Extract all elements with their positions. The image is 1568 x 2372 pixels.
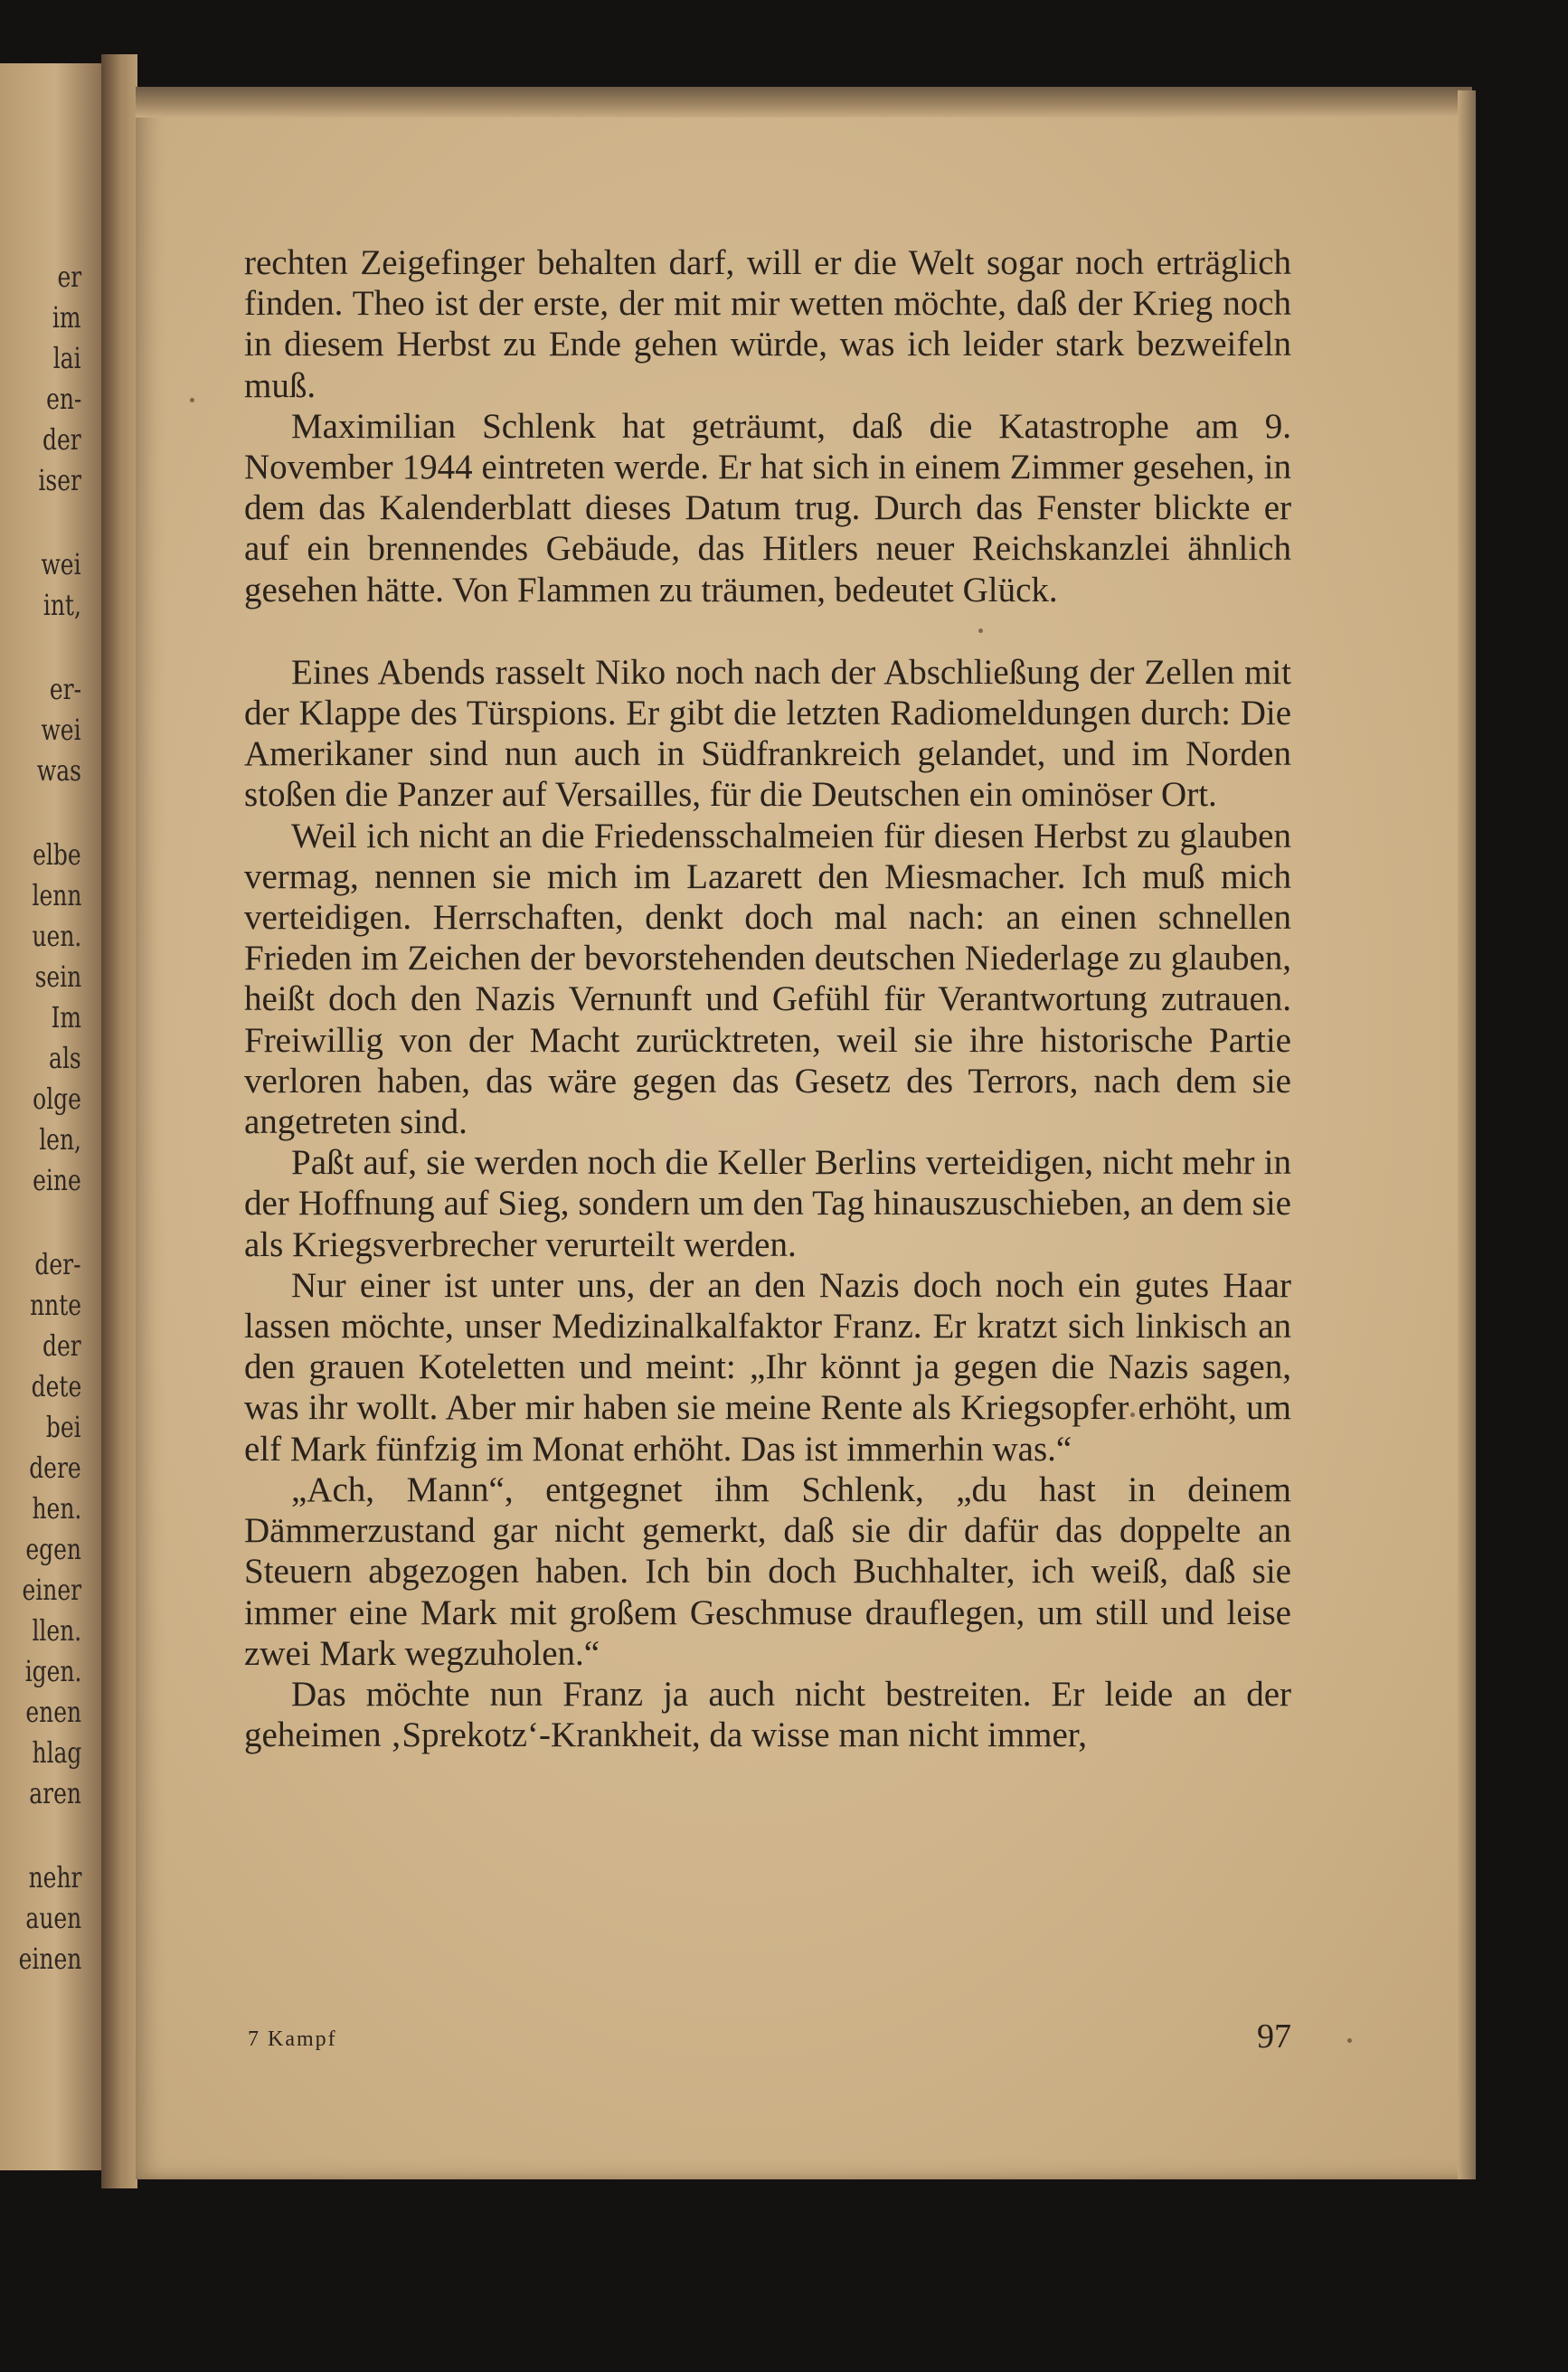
paragraph: Das möchte nun Franz ja auch nicht bestreiten. Er leide an der geheimen ‚Sprekotz‘-Krankheit, da wisse man nicht immer,	[244, 1674, 1291, 1755]
previous-page-fragment: en-	[45, 382, 81, 416]
paragraph: Paßt auf, sie werden noch die Keller Berlins verteidigen, nicht mehr in der Hoffnung auf Sieg, sondern um den Tag hinauszuschieben, an dem sie als Kriegsverbrecher verurteilt werden.	[244, 1143, 1291, 1264]
previous-page-fragment: bei	[46, 1410, 81, 1444]
previous-page-fragment: einer	[22, 1573, 81, 1607]
previous-page-fragment: lenn	[32, 878, 81, 912]
page-body-text	[244, 242, 1291, 1755]
previous-page-fragment: sein	[34, 959, 81, 994]
previous-page-fragment: was	[36, 753, 81, 788]
previous-page-fragment: uen.	[32, 919, 81, 953]
page-right-edge	[1458, 90, 1476, 2179]
previous-page-fragment: der	[43, 422, 81, 457]
previous-page-fragment: iser	[38, 463, 81, 497]
book-gutter	[101, 54, 137, 2188]
previous-page-fragment: hlag	[32, 1735, 81, 1770]
paragraph: Weil ich nicht an die Friedensschalmeien für diesen Herbst zu glauben vermag, nennen sie mich im Lazarett den Miesmacher. Ich muß mich verteidigen. Herrschaften, denkt doch mal nach: an einen schnellen Frieden im Zeichen der bevorstehenden deutschen Niederlage zu glauben, heißt doch den Nazis Vernunft und Gefühl für Verantwortung zutrauen. Freiwillig von der Macht zurücktreten, weil sie ihre historische Partie verloren haben, das wäre gegen das Gesetz des Terrors, nach dem sie angetreten sind.	[244, 816, 1291, 1142]
printer-signature: 7 Kampf	[248, 2027, 337, 2051]
previous-page-fragment: nnte	[30, 1288, 81, 1322]
page-footer	[244, 2017, 1291, 2062]
paragraph: rechten Zeigefinger behalten darf, will er die Welt sogar noch erträglich finden. Theo ist der erste, der mit mir wetten möchte, daß der Krieg noch in diesem Herbst zu Ende gehen würde, was ich leider stark bezweifeln muß.	[244, 243, 1291, 405]
previous-page-fragment: wei	[41, 547, 81, 581]
previous-page-fragment: elbe	[33, 837, 81, 872]
previous-page-fragment: llen.	[32, 1613, 81, 1648]
previous-page-fragment: enen	[25, 1695, 81, 1729]
page-number: 97	[1257, 2018, 1291, 2055]
previous-page-fragment: olge	[33, 1082, 81, 1116]
previous-page-fragment: er-	[49, 672, 81, 706]
previous-page-fragment: der	[43, 1328, 81, 1363]
previous-page-fragment: einen	[18, 1942, 81, 1976]
previous-page-fragment: eine	[33, 1163, 81, 1197]
paragraph: Eines Abends rasselt Niko noch nach der Abschließung der Zellen mit der Klappe des Türspions. Er gibt die letzten Radiomeldungen durch: Die Amerikaner sind nun auch in Südfrankreich gelandet, und im Norden stoßen die Panzer auf Versailles, für die Deutschen ein ominöser Ort.	[244, 652, 1291, 815]
paragraph: Nur einer ist unter uns, der an den Nazis doch noch ein gutes Haar lassen möchte, unser Medizinalkalfaktor Franz. Er kratzt sich linkisch an den grauen Koteletten und meint: „Ihr könnt ja gegen die Nazis sagen, was ihr wollt. Aber mir haben sie meine Rente als Kriegsopfer erhöht, um elf Mark fünfzig im Monat erhöht. Das ist immerhin was.“	[244, 1265, 1291, 1469]
previous-page-fragment: nehr	[28, 1860, 81, 1895]
paragraph: „Ach, Mann“, entgegnet ihm Schlenk, „du hast in deinem Dämmerzustand gar nicht gemerkt, daß sie dir dafür das doppelte an Steuern abgezogen haben. Ich bin doch Buchhalter, ich weiß, daß sie immer eine Mark mit großem Geschmuse drauflegen, um still und leise zwei Mark wegzuholen.“	[244, 1470, 1291, 1673]
speck	[190, 398, 194, 402]
previous-page-fragment: der-	[34, 1247, 81, 1281]
previous-page-fragment: igen.	[24, 1654, 81, 1688]
previous-page-fragment: wei	[41, 713, 81, 747]
previous-page-fragment: dete	[31, 1369, 81, 1403]
paragraph: Maximilian Schlenk hat geträumt, daß die Katastrophe am 9. November 1944 eintreten werde. Er hat sich in einem Zimmer gesehen, in dem das Kalenderblatt dieses Datum trug. Durch das Fenster blickte er auf ein brennendes Gebäude, das Hitlers neuer Reichskanzlei ähnlich gesehen hätte. Von Flammen zu träumen, bedeutet Glück.	[244, 406, 1291, 610]
previous-page-fragment: aren	[29, 1776, 81, 1810]
speck	[1347, 2038, 1352, 2043]
previous-page-fragment: lai	[53, 341, 81, 375]
page-top-edge	[136, 87, 1472, 118]
previous-page-fragment: er	[57, 260, 81, 294]
previous-page-fragment: als	[49, 1041, 81, 1075]
previous-page-fragment: int,	[43, 588, 81, 622]
previous-page-fragment: hen.	[32, 1491, 81, 1526]
previous-page-fragment: dere	[29, 1451, 81, 1485]
previous-page-fragment: Im	[51, 1000, 81, 1035]
previous-page-text-fragments	[0, 63, 101, 2170]
previous-page-fragment: im	[52, 300, 81, 335]
previous-page	[0, 63, 101, 2170]
previous-page-fragment: len,	[39, 1122, 81, 1157]
previous-page-fragment: egen	[25, 1532, 81, 1566]
previous-page-fragment: auen	[25, 1901, 81, 1935]
